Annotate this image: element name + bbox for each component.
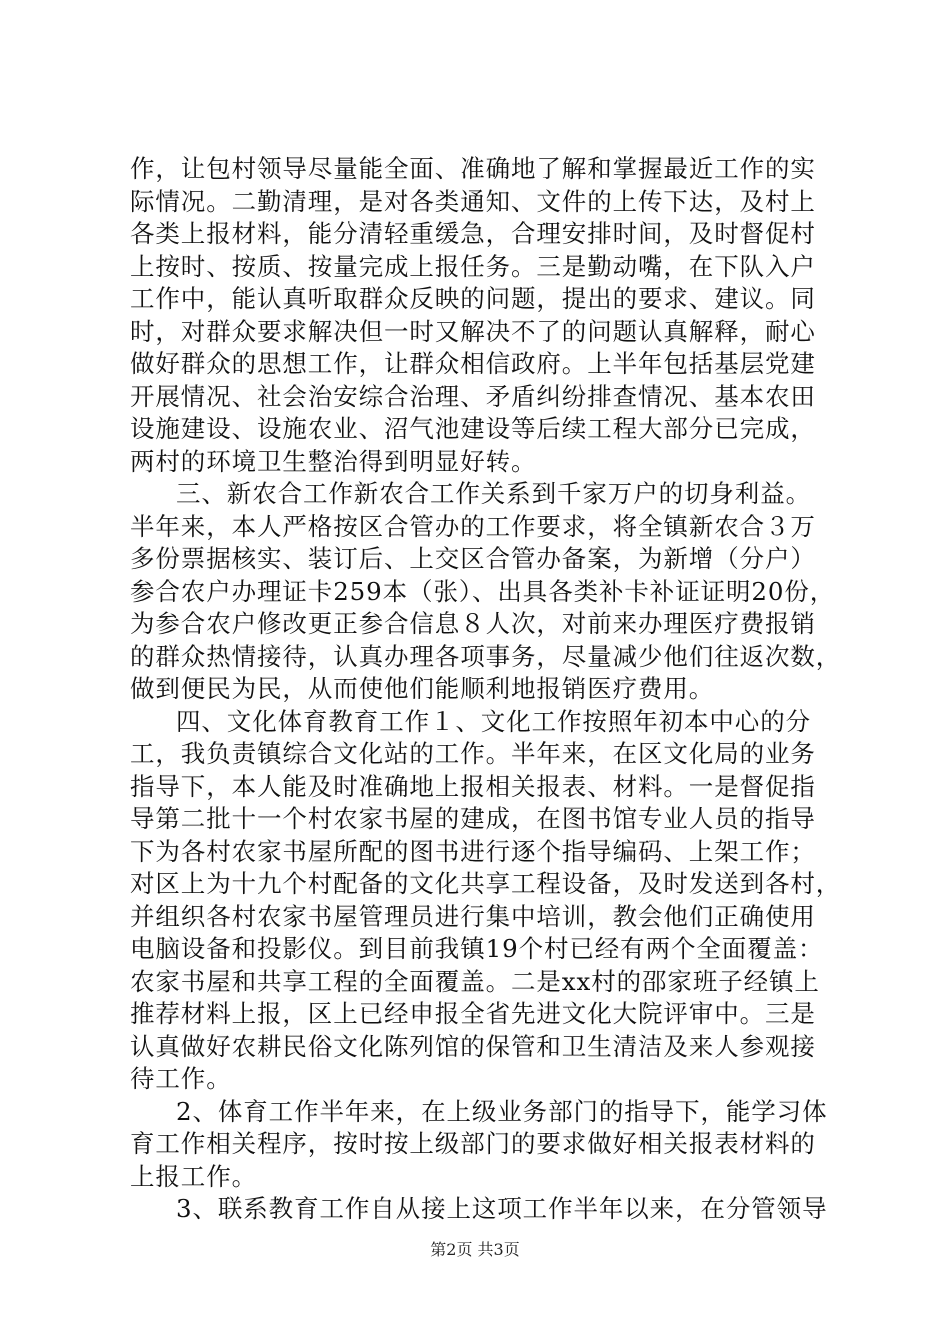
text-line: 作，让包村领导尽量能全面、准确地了解和掌握最近工作的实 [130,154,816,183]
text-line: 下为各村农家书屋所配的图书进行逐个指导编码、上架工作； [130,836,816,866]
text-line: 做到便民为民，从而使他们能顺利地报销医疗费用。 [130,674,715,703]
text-line: 推荐材料上报，区上已经申报全省先进文化大院评审中。三是 [130,999,816,1028]
page-number-label: 第2页 共3页 [430,1240,520,1259]
text-line: 电脑设备和投影仪。到目前我镇19个村已经有两个全面覆盖： [130,934,824,963]
text-line: 上报工作。 [130,1161,257,1191]
text-line: 育工作相关程序，按时按上级部门的要求做好相关报表材料的 [130,1129,816,1158]
text-line: 导第二批十一个村农家书屋的建成，在图书馆专业人员的指导 [130,804,816,833]
text-line: 做好群众的思想工作，让群众相信政府。上半年包括基层党建 [130,349,816,378]
text-line: 对区上为十九个村配备的文化共享工程设备，及时发送到各村， [130,869,842,898]
paragraph-start-line: 2、体育工作半年来，在上级业务部门的指导下，能学习体 [176,1096,828,1126]
text-line: 的群众热情接待，认真办理各项事务，尽量减少他们往返次数， [130,641,842,671]
text-line: 时，对群众要求解决但一时又解决不了的问题认真解释，耐心 [130,316,816,346]
text-line: 多份票据核实、装订后、上交区合管办备案，为新增（分户） [130,544,816,573]
text-line: 并组织各村农家书屋管理员进行集中培训，教会他们正确使用 [130,901,816,931]
text-line: 为参合农户修改更正参合信息８人次，对前来办理医疗费报销 [130,609,816,638]
text-line: 各类上报材料，能分清轻重缓急，合理安排时间，及时督促村 [130,219,816,248]
paragraph-start-line: 3、联系教育工作自从接上这项工作半年以来，在分管领导 [176,1194,828,1223]
text-line: 际情况。二勤清理，是对各类通知、文件的上传下达，及村上 [130,186,816,216]
page-footer [0,1240,950,1260]
paragraph-start-line: 三、新农合工作新农合工作关系到千家万户的切身利益。 [176,479,811,508]
text-line: 设施建设、设施农业、沼气池建设等后续工程大部分已完成， [130,414,816,443]
text-line: 两村的环境卫生整治得到明显好转。 [130,446,537,476]
text-line: 半年来，本人严格按区合管办的工作要求，将全镇新农合３万 [130,511,816,541]
text-line: 认真做好农耕民俗文化陈列馆的保管和卫生清洁及来人参观接 [130,1031,816,1061]
text-line: 指导下，本人能及时准确地上报相关报表、材料。一是督促指 [130,771,816,801]
text-line: 工作中，能认真听取群众反映的问题，提出的要求、建议。同 [130,284,816,313]
text-line: 农家书屋和共享工程的全面覆盖。二是xx村的邵家班子经镇上 [130,966,820,996]
paragraph-start-line: 四、文化体育教育工作１、文化工作按照年初本中心的分 [176,706,811,736]
text-line: 工，我负责镇综合文化站的工作。半年来，在区文化局的业务 [130,739,816,768]
text-line: 待工作。 [130,1064,232,1093]
document-body [130,153,842,1226]
text-line: 参合农户办理证卡259本（张）、出具各类补卡补证证明20份， [130,576,836,606]
text-line: 开展情况、社会治安综合治理、矛盾纠纷排查情况、基本农田 [130,381,816,411]
text-line: 上按时、按质、按量完成上报任务。三是勤动嘴，在下队入户 [130,251,816,281]
